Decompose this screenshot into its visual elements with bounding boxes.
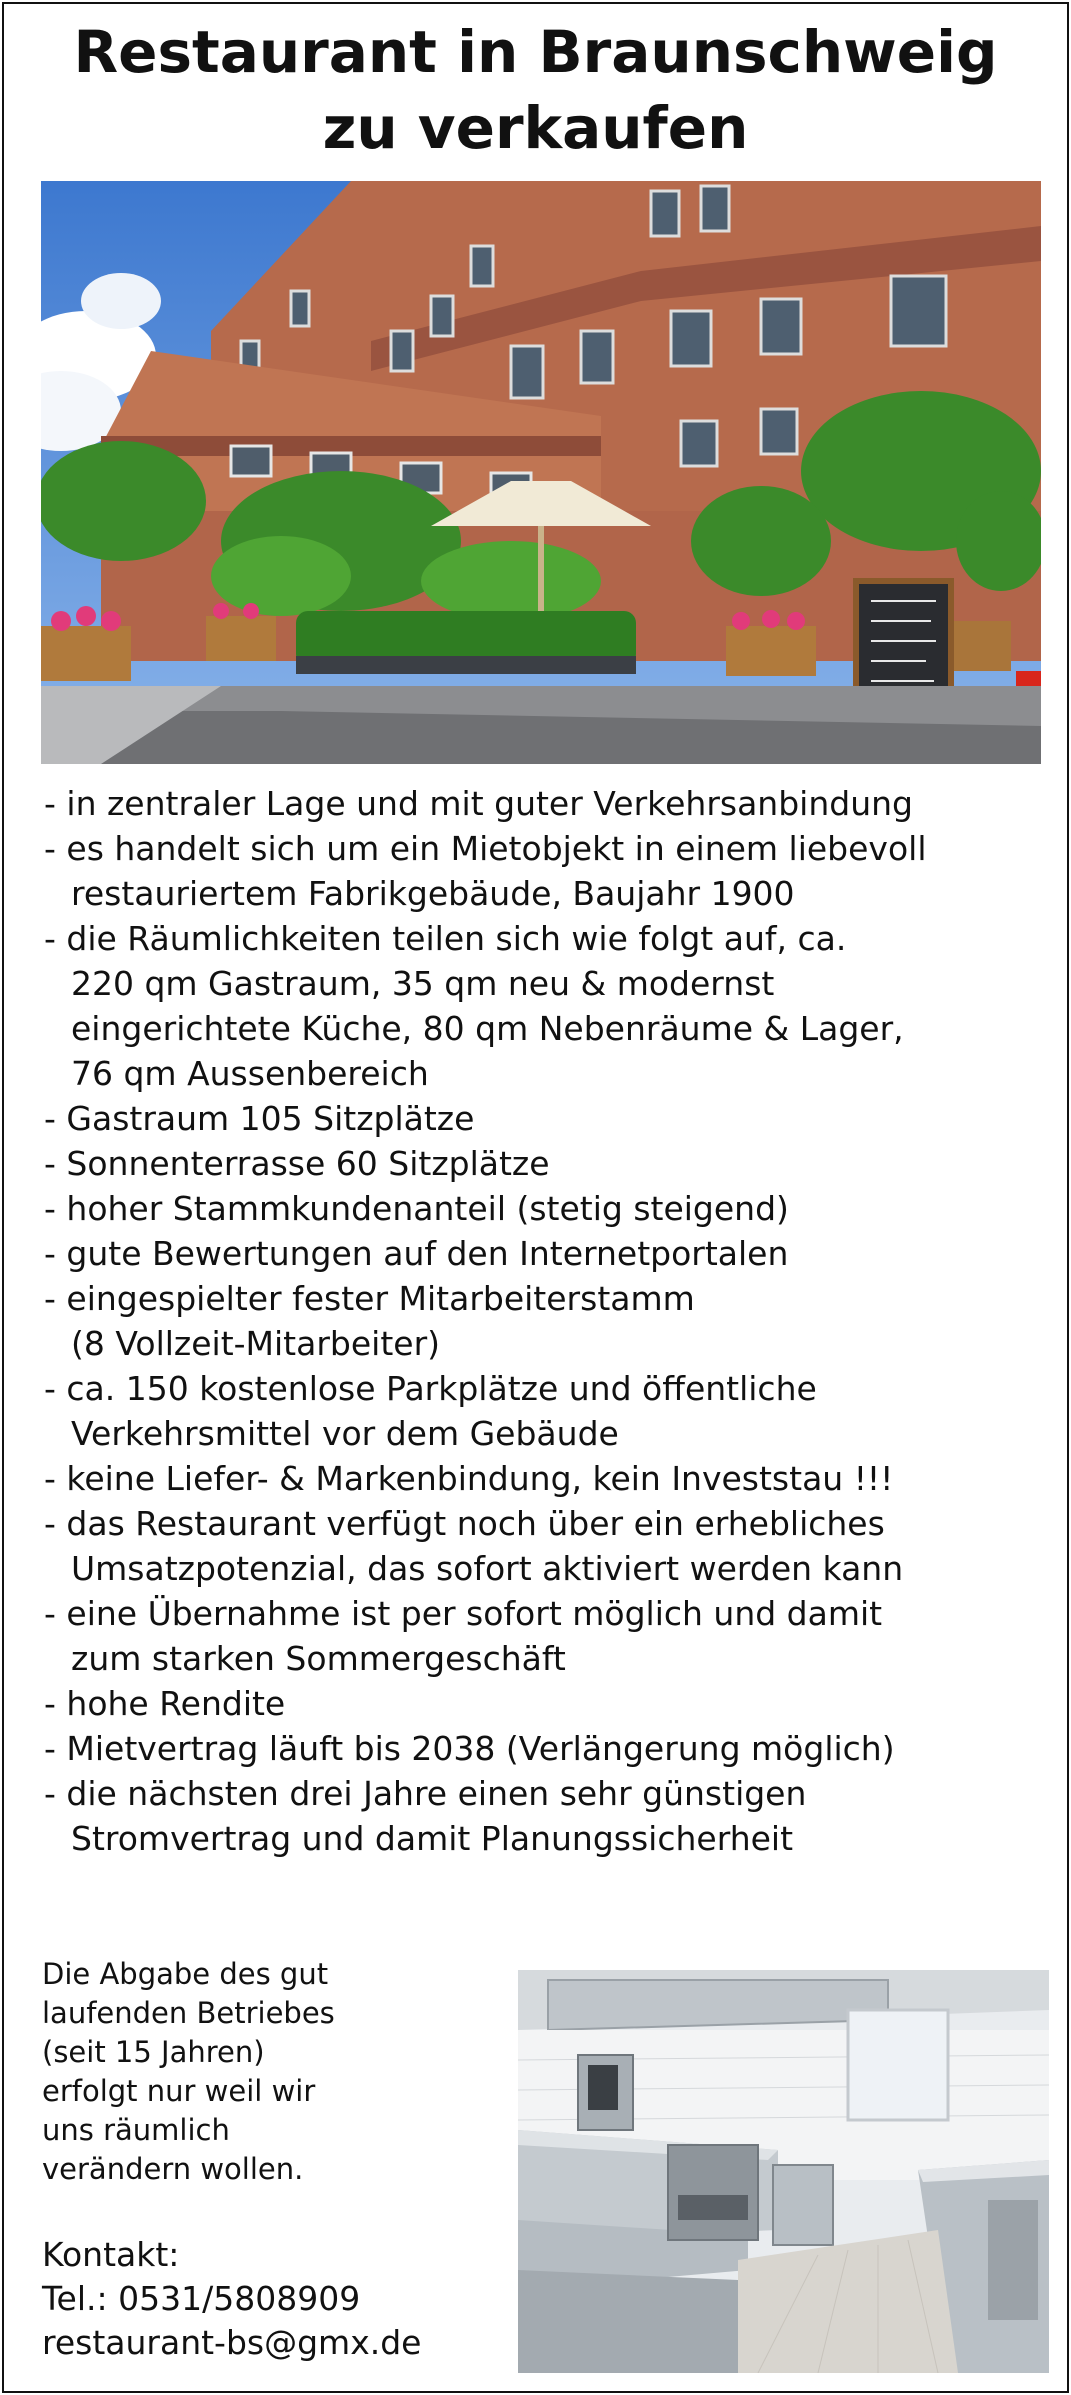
feature-item <box>44 1096 1054 1141</box>
note-line: uns räumlich <box>42 2113 230 2147</box>
feature-item <box>44 1501 1054 1591</box>
kitchen-photo <box>518 1970 1049 2373</box>
feature-item <box>44 1366 1054 1456</box>
advertisement-page <box>2 2 1069 2393</box>
feature-line: - in zentraler Lage und mit guter Verkehrsanbindung <box>44 784 913 823</box>
feature-line: - gute Bewertungen auf den Internetportalen <box>44 1234 789 1273</box>
feature-line-continued: restauriertem Fabrikgebäude, Baujahr 1900 <box>71 874 795 913</box>
feature-item <box>44 1456 1054 1501</box>
feature-line: - keine Liefer- & Markenbindung, kein Investstau !!! <box>44 1459 894 1498</box>
contact-phone: Tel.: 0531/5808909 <box>42 2279 361 2318</box>
contact-block <box>42 2233 512 2365</box>
feature-line-continued: 76 qm Aussenbereich <box>71 1054 429 1093</box>
feature-line-continued: zum starken Sommergeschäft <box>71 1639 566 1678</box>
note-line: laufenden Betriebes <box>42 1996 335 2030</box>
feature-item <box>44 1771 1054 1861</box>
feature-item <box>44 826 1054 916</box>
note-line: (seit 15 Jahren) <box>42 2035 265 2069</box>
restaurant-building-photo <box>41 181 1041 764</box>
feature-line: - hohe Rendite <box>44 1684 286 1723</box>
contact-heading: Kontakt: <box>42 2235 180 2274</box>
sale-reason-note <box>42 1955 512 2189</box>
feature-line: - das Restaurant verfügt noch über ein erhebliches <box>44 1504 885 1543</box>
note-line: erfolgt nur weil wir <box>42 2074 316 2108</box>
feature-line-continued: (8 Vollzeit-Mitarbeiter) <box>71 1324 441 1363</box>
feature-line-continued: Umsatzpotenzial, das sofort aktiviert werden kann <box>71 1549 904 1588</box>
feature-item <box>44 1186 1054 1231</box>
feature-line-continued: eingerichtete Küche, 80 qm Nebenräume & Lager, <box>71 1009 904 1048</box>
ad-title-line-1: Restaurant in Braunschweig <box>73 18 998 86</box>
feature-item <box>44 916 1054 1096</box>
feature-item <box>44 1231 1054 1276</box>
feature-line: - Gastraum 105 Sitzplätze <box>44 1099 475 1138</box>
feature-item <box>44 1141 1054 1186</box>
feature-line: - die Räumlichkeiten teilen sich wie folgt auf, ca. <box>44 919 847 958</box>
feature-line: - Mietvertrag läuft bis 2038 (Verlängerung möglich) <box>44 1729 895 1768</box>
note-line: Die Abgabe des gut <box>42 1957 329 1991</box>
feature-list <box>44 781 1054 1861</box>
ad-title <box>4 14 1067 166</box>
contact-email: restaurant-bs@gmx.de <box>42 2323 422 2362</box>
feature-line: - eine Übernahme ist per sofort möglich und damit <box>44 1594 883 1633</box>
feature-line-continued: 220 qm Gastraum, 35 qm neu & modernst <box>71 964 775 1003</box>
feature-line: - eingespielter fester Mitarbeiterstamm <box>44 1279 695 1318</box>
feature-line-continued: Stromvertrag und damit Planungssicherheit <box>71 1819 794 1858</box>
feature-item <box>44 1726 1054 1771</box>
feature-item <box>44 1681 1054 1726</box>
feature-line: - hoher Stammkundenanteil (stetig steigend) <box>44 1189 789 1228</box>
feature-line-continued: Verkehrsmittel vor dem Gebäude <box>71 1414 619 1453</box>
feature-line: - ca. 150 kostenlose Parkplätze und öffentliche <box>44 1369 817 1408</box>
feature-item <box>44 1276 1054 1366</box>
feature-item <box>44 1591 1054 1681</box>
ad-title-line-2: zu verkaufen <box>322 94 749 162</box>
feature-line: - die nächsten drei Jahre einen sehr günstigen <box>44 1774 807 1813</box>
feature-line: - es handelt sich um ein Mietobjekt in einem liebevoll <box>44 829 927 868</box>
feature-item <box>44 781 1054 826</box>
feature-line: - Sonnenterrasse 60 Sitzplätze <box>44 1144 550 1183</box>
note-line: verändern wollen. <box>42 2152 304 2186</box>
